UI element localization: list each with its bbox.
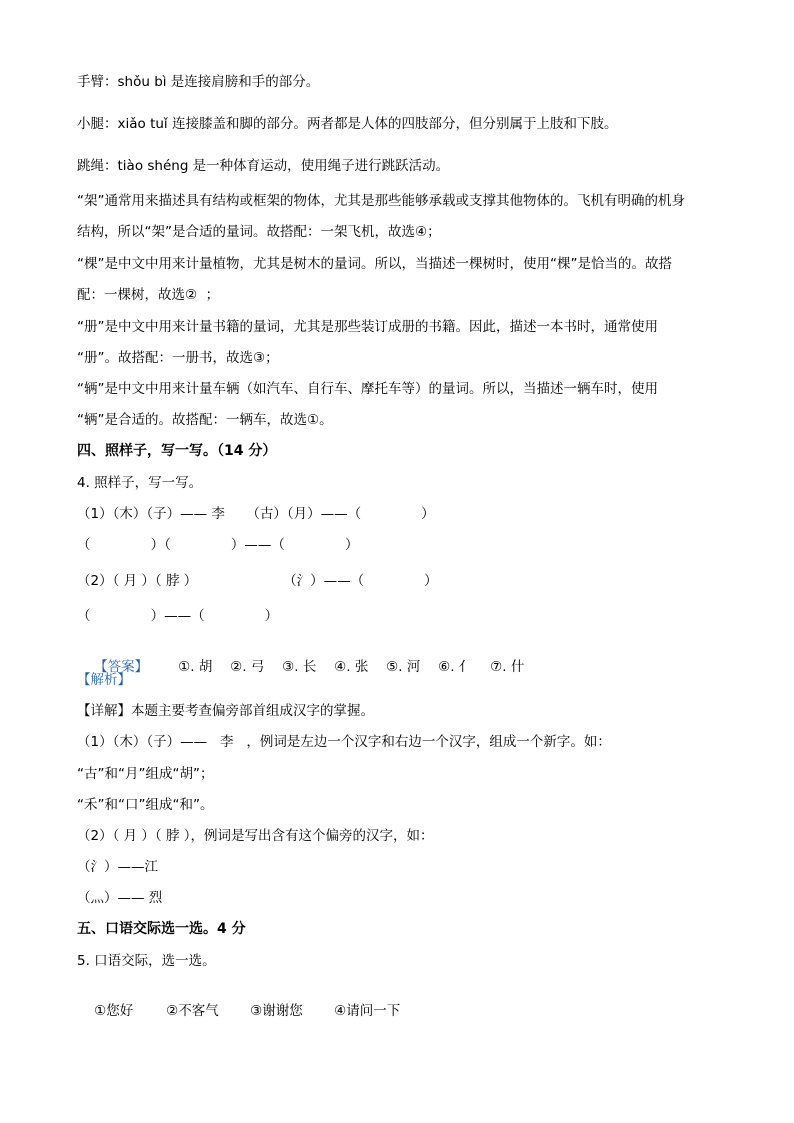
paragraph-ce-1: “册”是中文中用来计量书籍的量词，尤其是那些装订成册的书籍。因此，描述一本书时，通常使用 [77,319,658,335]
section-heading-5: 五、口语交际选一选。4 分 [77,921,246,937]
question-5-title: 5. 口语交际，选一选。 [77,953,216,969]
answer-item: ⑦. 什 [490,659,525,675]
section-heading-4: 四、照样子，写一写。（14 分） [77,443,277,459]
answer-item: ①. 胡 [178,659,213,675]
detail-row [77,702,374,720]
question-4-row-2b: （ ）——（ ） [77,608,279,624]
answer-row [77,640,524,694]
question-4-row-1a: （1）（木）（子）—— 李 （古）（月）——（ ） [77,506,435,522]
detail-line-5: （氵）——江 [77,859,158,875]
option-item: ④请问一下 [334,1003,401,1019]
paragraph-liang-2: “辆”是合适的。故搭配：一辆车，故选①。 [77,412,333,428]
paragraph-ke-2: 配：一棵树，故选② ； [77,287,220,303]
detail-line-4: （2）（ 月 ）（ 脖 ），例词是写出含有这个偏旁的汉字，如： [77,828,434,844]
detail-text: 本题主要考查偏旁部首组成汉字的掌握。 [131,703,374,719]
question-4-title: 4. 照样子，写一写。 [77,475,203,491]
detail-tag: 【详解】 [77,703,131,719]
paragraph-jia-1: “架”通常用来描述具有结构或框架的物体，尤其是那些能够承载或支撑其他物体的。飞机有明确的机身 [77,193,685,209]
paragraph-arm: 手臂：shǒu bì 是连接肩膀和手的部分。 [77,74,320,90]
paragraph-jump-rope: 跳绳：tiào shéng 是一种体育运动，使用绳子进行跳跃活动。 [77,158,450,174]
answer-item: ⑤. 河 [386,659,421,675]
analysis-tag: 【解析】 [77,672,131,688]
paragraph-ce-2: “册”。故搭配：一册书，故选③； [77,350,279,366]
paragraph-liang-1: “辆”是中文中用来计量车辆（如汽车、自行车、摩托车等）的量词。所以，当描述一辆车时，使用 [77,381,658,397]
answer-item: ④. 张 [334,659,369,675]
detail-line-3: “禾”和“口”组成“和”。 [77,797,214,813]
detail-line-6: （灬）—— 烈 [77,890,163,906]
answer-item: ⑥. 亻 [438,659,473,675]
answer-item: ②. 弓 [230,659,265,675]
paragraph-ke-1: “棵”是中文中用来计量植物，尤其是树木的量词。所以，当描述一棵树时，使用“棵”是恰当的。故搭 [77,256,672,272]
detail-line-2: “古”和“月”组成“胡”； [77,766,214,782]
option-item: ③谢谢您 [250,1003,303,1019]
question-4-row-1b: （ ）（ ）——（ ） [77,537,359,553]
paragraph-calf: 小腿：xiǎo tuǐ 连接膝盖和脚的部分。两者都是人体的四肢部分，但分别属于上肢和下肢。 [77,116,618,132]
question-5-options [77,984,400,1038]
option-item: ①您好 [94,1003,134,1019]
answer-tag: 【答案】 [94,659,149,675]
option-item: ②不客气 [166,1003,219,1019]
question-4-row-2a: （2）（ 月 ）（ 脖 ） （氵）——（ ） [77,573,438,589]
paragraph-jia-2: 结构，所以“架”是合适的量词。故搭配：一架飞机，故选④； [77,224,441,240]
detail-line-1: （1）（木）（子）—— 李 ，例词是左边一个汉字和右边一个汉字，组成一个新字。如： [77,734,611,750]
answer-item: ③. 长 [282,659,317,675]
